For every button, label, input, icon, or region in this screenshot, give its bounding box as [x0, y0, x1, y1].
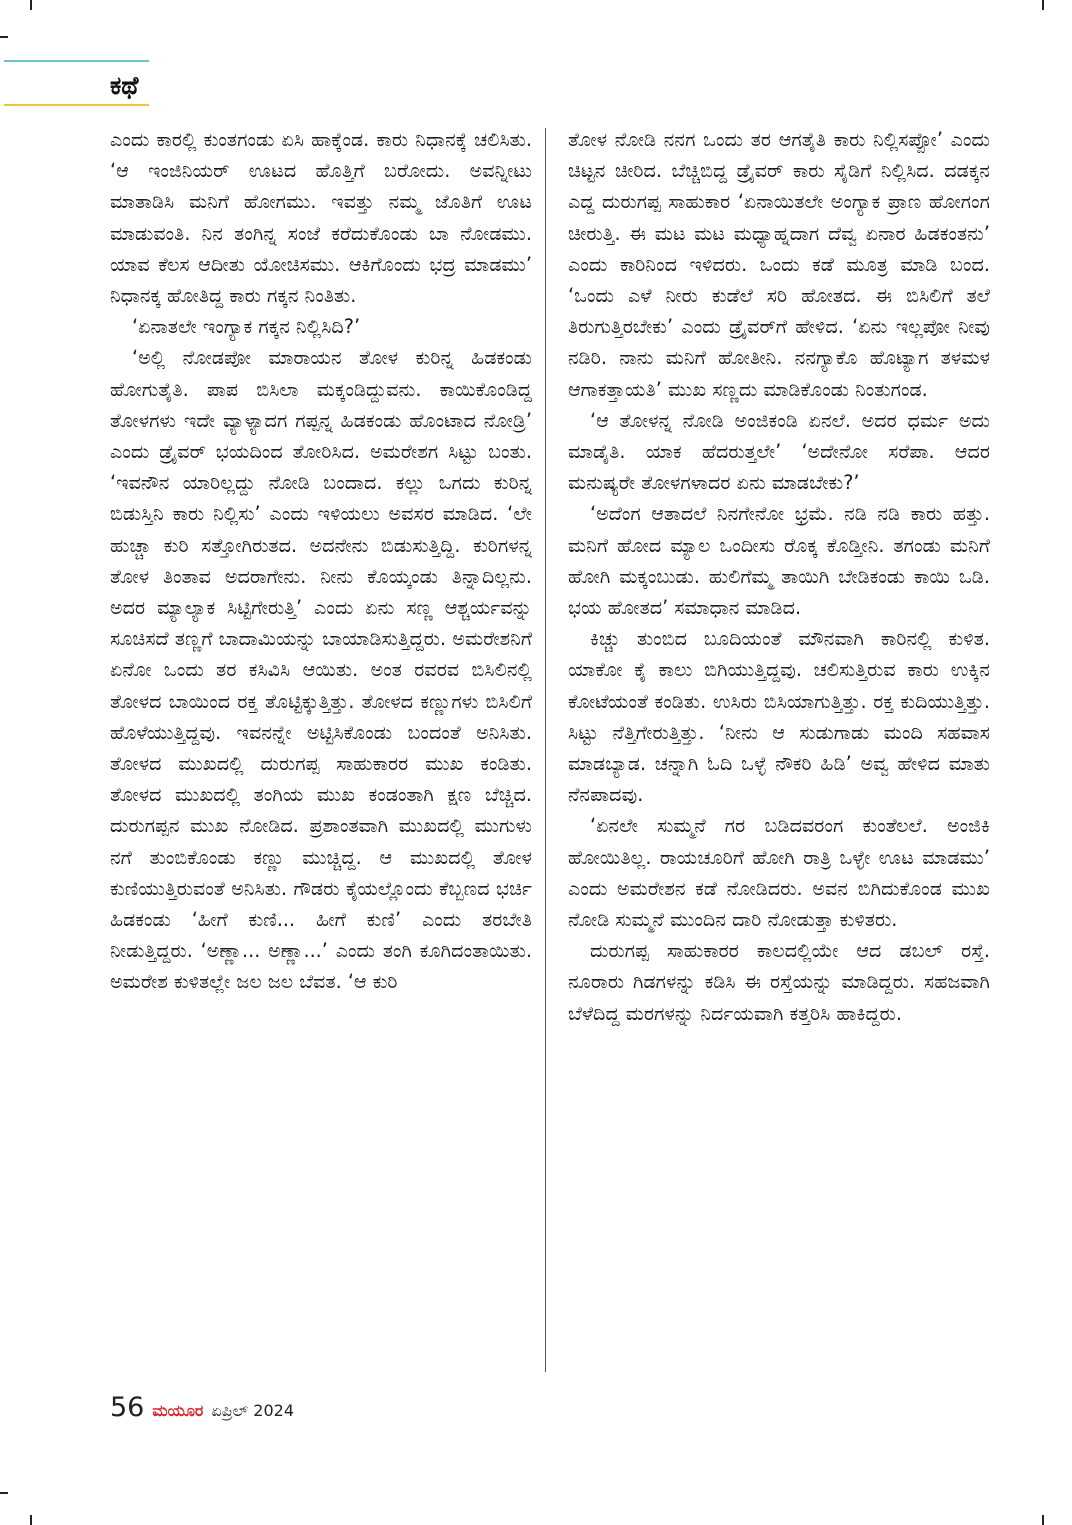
crop-mark-top-left: [30, 0, 32, 10]
crop-mark-bottom-left: [30, 1515, 32, 1525]
column-divider: [545, 128, 546, 1372]
page-footer: [110, 1392, 294, 1428]
paragraph: ‘ಅದೆಂಗ ಆತಾದಲೆ ನಿನಗೇನೋ ಭ್ರಮೆ. ನಡಿ ನಡಿ ಕಾರು ಹತ್ತು. ಮನಿಗೆ ಹೋದ ಮ್ಯಾಲ ಒಂದೀಸು ರೊಕ್ಕ ಕೊಡ್ತೀನಿ. ತಗಂಡು ಮನಿಗೆ ಹೋಗಿ ಮಕ್ಕಂಬುಡು. ಹುಲಿಗೆಮ್ಮ ತಾಯಿಗಿ ಬೇಡಿಕಂಡು ಕಾಯಿ ಒಡಿ. ಭಯ ಹೋತದ’ ಸಮಾಧಾನ ಮಾಡಿದ.: [568, 502, 990, 620]
magazine-logo: ಮಯೂರ: [152, 1401, 204, 1420]
header-rule-teal: [4, 60, 149, 62]
header-rule-yellow: [4, 104, 149, 106]
crop-mark-top-right: [1042, 0, 1044, 10]
article-column-left: [110, 124, 532, 998]
paragraph: ‘ಆ ತೋಳನ್ನ ನೋಡಿ ಅಂಜಿಕಂಡಿ ಏನಲೆ. ಅದರ ಧರ್ಮ ಅದು ಮಾಡೈತಿ. ಯಾಕ ಹೆದರುತ್ತಲೇ’ ‘ಅದೇನೋ ಸರೆಪಾ. ಆದರ ಮನುಷ್ಯರೇ ತೋಳಗಳಾದರ ಏನು ಮಾಡಬೇಕು?’: [568, 408, 990, 495]
issue-date: ಏಪ್ರಿಲ್ 2024: [211, 1401, 295, 1420]
paragraph: ‘ಅಲ್ಲಿ ನೋಡಪೋ ಮಾರಾಯನ ತೋಳ ಕುರಿನ್ನ ಹಿಡಕಂಡು ಹೋಗುತೈತಿ. ಪಾಪ ಬಿಸಿಲಾ ಮಕ್ಕಂಡಿದ್ದುವನು. ಕಾಯಿಕೊಂಡಿದ್ದ ತೋಳಗಳು ಇದೇ ವ್ಯಾಳ್ಯಾದಗ ಗಪ್ಪನ್ನ ಹಿಡಕಂಡು ಹೊಂಟಾದ ನೋಡ್ರಿ’ ಎಂದು ಡ್ರೈವರ್ ಭಯದಿಂದ ತೋರಿಸಿದ. ಅಮರೇಶಗ ಸಿಟ್ಟು ಬಂತು. ‘ಇವನೌನ ಯಾರಿಲ್ಲದ್ದು ನೋಡಿ ಬಂದಾದ. ಕಲ್ಲು ಒಗದು ಕುರಿನ್ನ ಬಿಡುಸ್ತಿನಿ ಕಾರು ನಿಲ್ಲಿಸು’ ಎಂದು ಇಳಿಯಲು ಅವಸರ ಮಾಡಿದ. ‘ಲೇ ಹುಚ್ಚಾ ಕುರಿ ಸತ್ತೋಗಿರುತದ. ಅದನೇನು ಬಿಡುಸುತ್ತಿದ್ದಿ. ಕುರಿಗಳನ್ನ ತೋಳ ತಿಂತಾವ ಅದರಾಗೇನು. ನೀನು ಕೊಯ್ಕಂಡು ತಿನ್ನಾದಿಲ್ಲನು. ಅದರ ಮ್ಯಾಲ್ಯಾಕ ಸಿಟ್ಟಿಗೇರುತ್ತಿ’ ಎಂದು ಏನು ಸಣ್ಣ ಆಶ್ಚರ್ಯವನ್ನು ಸೂಚಿಸದೆ ತಣ್ಣಗೆ ಬಾದಾಮಿಯನ್ನು ಬಾಯಾಡಿಸುತ್ತಿದ್ದರು. ಅಮರೇಶನಿಗೆ ಏನೋ ಒಂದು ತರ ಕಸಿವಿಸಿ ಆಯಿತು. ಅಂತ ರವರವ ಬಿಸಿಲಿನಲ್ಲಿ ತೋಳದ ಬಾಯಿಂದ ರಕ್ತ ತೊಟ್ಟಿಕ್ಕುತ್ತಿತ್ತು. ತೋಳದ ಕಣ್ಣುಗಳು ಬಿಸಿಲಿಗೆ ಹೊಳೆಯುತ್ತಿದ್ದವು. ಇವನನ್ನೇ ಅಟ್ಟಿಸಿಕೊಂಡು ಬಂದಂತೆ ಅನಿಸಿತು. ತೋಳದ ಮುಖದಲ್ಲಿ ದುರುಗಪ್ಪ ಸಾಹುಕಾರರ ಮುಖ ಕಂಡಿತು. ತೋಳದ ಮುಖದಲ್ಲಿ ತಂಗಿಯ ಮುಖ ಕಂಡಂತಾಗಿ ಕ್ಷಣ ಬೆಚ್ಚಿದ. ದುರುಗಪ್ಪನ ಮುಖ ನೋಡಿದ. ಪ್ರಶಾಂತವಾಗಿ ಮುಖದಲ್ಲಿ ಮುಗುಳು ನಗೆ ತುಂಬಿಕೊಂಡು ಕಣ್ಣು ಮುಚ್ಚಿದ್ದ. ಆ ಮುಖದಲ್ಲಿ ತೋಳ ಕುಣಿಯುತ್ತಿರುವಂತೆ ಅನಿಸಿತು. ಗೌಡರು ಕೈಯಲ್ಲೊಂದು ಕೆಬ್ಬಣದ ಭರ್ಚಿ ಹಿಡಕಂಡು ‘ಹೀಗೆ ಕುಣಿ... ಹೀಗೆ ಕುಣಿ’ ಎಂದು ತರಬೇತಿ ನೀಡುತ್ತಿದ್ದರು. ‘ಅಣ್ಣಾ... ಅಣ್ಣಾ...’ ಎಂದು ತಂಗಿ ಕೂಗಿದಂತಾಯಿತು. ಅಮರೇಶ ಕುಳಿತಲ್ಲೇ ಜಲ ಜಲ ಬೆವತ. ‘ಆ ಕುರಿ: [110, 346, 532, 994]
crop-mark-left-top: [0, 36, 8, 38]
paragraph: ತೋಳ ನೋಡಿ ನನಗ ಒಂದು ತರ ಆಗತೈತಿ ಕಾರು ನಿಲ್ಲಿಸಪ್ಪೋ’ ಎಂದು ಚಿಟ್ಟನ ಚೀರಿದ. ಬೆಚ್ಚಿಬಿದ್ದ ಡ್ರೈವರ್ ಕಾರು ಸೈಡಿಗೆ ನಿಲ್ಲಿಸಿದ. ದಡಕ್ಕನ ಎದ್ದ ದುರುಗಪ್ಪ ಸಾಹುಕಾರ ‘ಏನಾಯಿತಲೇ ಅಂಗ್ಯಾಕ ಪ್ರಾಣ ಹೋಗಂಗ ಚೀರುತ್ತಿ. ಈ ಮಟ ಮಟ ಮಧ್ಯಾಹ್ನದಾಗ ದೆವ್ವ ಏನಾರ ಹಿಡಕಂತನು’ ಎಂದು ಕಾರಿನಿಂದ ಇಳಿದರು. ಒಂದು ಕಡೆ ಮೂತ್ರ ಮಾಡಿ ಬಂದ. ‘ಒಂದು ಎಳೆ ನೀರು ಕುಡೆಲೆ ಸರಿ ಹೋತದ. ಈ ಬಿಸಿಲಿಗೆ ತಲೆ ತಿರುಗುತ್ತಿರಬೇಕು’ ಎಂದು ಡ್ರೈವರ್‌ಗೆ ಹೇಳಿದ. ‘ಏನು ಇಲ್ಲಪೋ ನೀವು ನಡಿರಿ. ನಾನು ಮನಿಗೆ ಹೋತೀನಿ. ನನಗ್ಯಾಕೊ ಹೊಟ್ಯಾಗ ತಳಮಳ ಆಗಾಕತ್ತಾಯತಿ’ ಮುಖ ಸಣ್ಣದು ಮಾಡಿಕೊಂಡು ನಿಂತುಗಂಡ.: [568, 128, 990, 401]
page-number: 56: [110, 1392, 145, 1423]
crop-mark-bottom-right: [1042, 1515, 1044, 1525]
crop-mark-left-bottom: [0, 1492, 8, 1494]
paragraph: ಎಂದು ಕಾರಲ್ಲಿ ಕುಂತಗಂಡು ಏಸಿ ಹಾಕ್ಕೆಂಡ. ಕಾರು ನಿಧಾನಕ್ಕೆ ಚಲಿಸಿತು. ‘ಆ ಇಂಜಿನಿಯರ್ ಊಟದ ಹೊತ್ತಿಗೆ ಬರೋದು. ಅವನ್ನೀಟು ಮಾತಾಡಿಸಿ ಮನಿಗೆ ಹೋಗಮು. ಇವತ್ತು ನಮ್ಮ ಜೊತಿಗೆ ಊಟ ಮಾಡುವಂತಿ. ನಿನ ತಂಗಿನ್ನ ಸಂಜೆ ಕರೆದುಕೊಂಡು ಬಾ ನೋಡಮು. ಯಾವ ಕೆಲಸ ಆದೀತು ಯೋಚಿಸಮು. ಆಕಿಗೊಂದು ಭದ್ರ ಮಾಡಮು’ ನಿಧಾನಕ್ಕ ಹೋತಿದ್ದ ಕಾರು ಗಕ್ಕನ ನಿಂತಿತು.: [110, 128, 532, 308]
paragraph: ‘ಏನಲೇ ಸುಮ್ಮನೆ ಗರ ಬಡಿದವರಂಗ ಕುಂತೆಲಲೆ. ಅಂಜಿಕಿ ಹೋಯಿತಿಲ್ಲ. ರಾಯಚೂರಿಗೆ ಹೋಗಿ ರಾತ್ರಿ ಒಳ್ಳೇ ಊಟ ಮಾಡಮು’ ಎಂದು ಅಮರೇಶನ ಕಡೆ ನೋಡಿದರು. ಅವನ ಬಿಗಿದುಕೊಂಡ ಮುಖ ನೋಡಿ ಸುಮ್ಮನೆ ಮುಂದಿನ ದಾರಿ ನೋಡುತ್ತಾ ಕುಳಿತರು.: [568, 814, 990, 932]
section-title: ಕಥೆ: [110, 71, 139, 100]
paragraph: ‘ಏನಾತಲೇ ಇಂಗ್ಯಾಕ ಗಕ್ಕನ ನಿಲ್ಲಿಸಿದಿ?’: [132, 315, 361, 339]
article-column-right: [568, 124, 990, 1029]
paragraph: ಕಿಚ್ಚು ತುಂಬಿದ ಬೂದಿಯಂತೆ ಮೌನವಾಗಿ ಕಾರಿನಲ್ಲಿ ಕುಳಿತ. ಯಾಕೋ ಕೈ ಕಾಲು ಬಿಗಿಯುತ್ತಿದ್ದವು. ಚಲಿಸುತ್ತಿರುವ ಕಾರು ಉಕ್ಕಿನ ಕೋಟೆಯಂತೆ ಕಂಡಿತು. ಉಸಿರು ಬಿಸಿಯಾಗುತ್ತಿತ್ತು. ರಕ್ತ ಕುದಿಯುತ್ತಿತ್ತು. ಸಿಟ್ಟು ನೆತ್ತಿಗೇರುತ್ತಿತ್ತು. ‘ನೀನು ಆ ಸುಡುಗಾಡು ಮಂದಿ ಸಹವಾಸ ಮಾಡಬ್ಯಾಡ. ಚನ್ನಾಗಿ ಓದಿ ಒಳ್ಳೆ ನೌಕರಿ ಹಿಡಿ’ ಅವ್ವ ಹೇಳಿದ ಮಾತು ನೆನಪಾದವು.: [568, 627, 990, 807]
paragraph: ದುರುಗಪ್ಪ ಸಾಹುಕಾರರ ಕಾಲದಲ್ಲಿಯೇ ಆದ ಡಬಲ್ ರಸ್ತೆ. ನೂರಾರು ಗಿಡಗಳನ್ನು ಕಡಿಸಿ ಈ ರಸ್ತೆಯನ್ನು ಮಾಡಿದ್ದರು. ಸಹಜವಾಗಿ ಬೆಳೆದಿದ್ದ ಮರಗಳನ್ನು ನಿರ್ದಯವಾಗಿ ಕತ್ತರಿಸಿ ಹಾಕಿದ್ದರು.: [568, 939, 990, 1025]
